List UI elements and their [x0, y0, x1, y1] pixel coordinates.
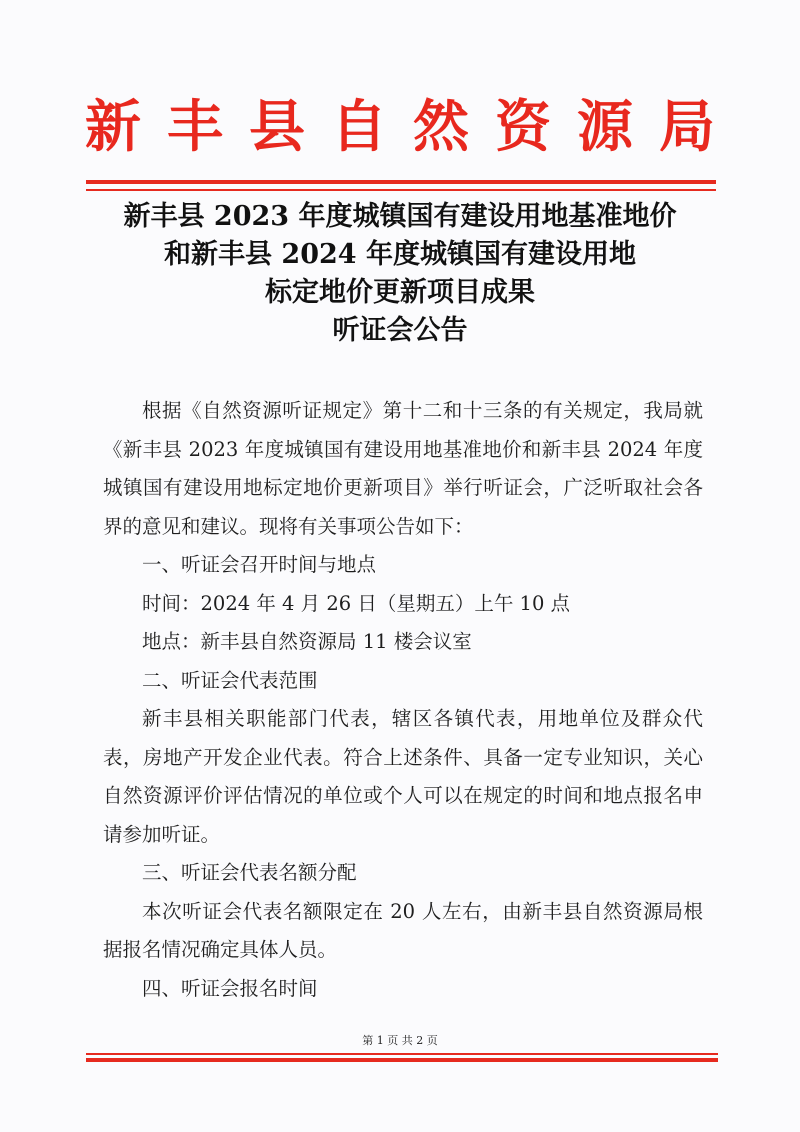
title-line: 听证会公告 — [332, 315, 468, 346]
masthead-char: 源 — [577, 94, 633, 160]
header-rule-thin — [86, 189, 716, 191]
section-heading: 三、听证会代表名额分配 — [142, 861, 357, 884]
masthead-char: 新 — [85, 94, 141, 160]
section-heading: 二、听证会代表范围 — [142, 668, 318, 692]
masthead-char: 资 — [495, 94, 551, 160]
footer-rule-thick — [86, 1058, 718, 1062]
masthead-char: 县 — [249, 94, 305, 160]
section-paragraph: 新丰县相关职能部门代表，辖区各镇代表，用地单位及群众代表，房地产开发企业代表。符合上述条件、具备一定专业知识，关心自然资源评价评估情况的单位或个人可以在规定的时间和地点报名申请参加听证。 — [103, 707, 703, 846]
title-line: 新丰县 2023 年度城镇国有建设用地基准地价 — [123, 201, 677, 232]
masthead-char: 局 — [659, 94, 715, 160]
title-line: 和新丰县 2024 年度城镇国有建设用地 — [164, 239, 636, 270]
page-number: 第 1 页 共 2 页 — [362, 1034, 438, 1047]
section-paragraph: 本次听证会代表名额限定在 20 人左右，由新丰县自然资源局根据报名情况确定具体人员。 — [103, 899, 703, 961]
footer-rule-thin — [86, 1053, 718, 1055]
header-rule-thick — [86, 180, 716, 184]
meeting-location: 地点：新丰县自然资源局 11 楼会议室 — [142, 630, 472, 653]
intro-paragraph: 根据《自然资源听证规定》第十二和十三条的有关规定，我局就《新丰县 2023 年度城镇国有建设用地基准地价和新丰县 2024 年度城镇国有建设用地标定地价更新项目》举行听证会，广泛听取社会各界的意见和建议。现将有关事项公告如下： — [103, 399, 703, 538]
masthead-char: 然 — [413, 94, 469, 160]
issuer-masthead — [85, 88, 715, 158]
meeting-time: 时间：2024 年 4 月 26 日（星期五）上午 10 点 — [142, 591, 571, 615]
section-heading: 四、听证会报名时间 — [142, 976, 318, 1000]
section-heading: 一、听证会召开时间与地点 — [142, 553, 377, 576]
title-line: 标定地价更新项目成果 — [265, 277, 535, 308]
document-title — [80, 198, 720, 350]
masthead-char: 丰 — [167, 94, 223, 160]
masthead-char: 自 — [331, 94, 387, 160]
document-body — [103, 392, 703, 1008]
